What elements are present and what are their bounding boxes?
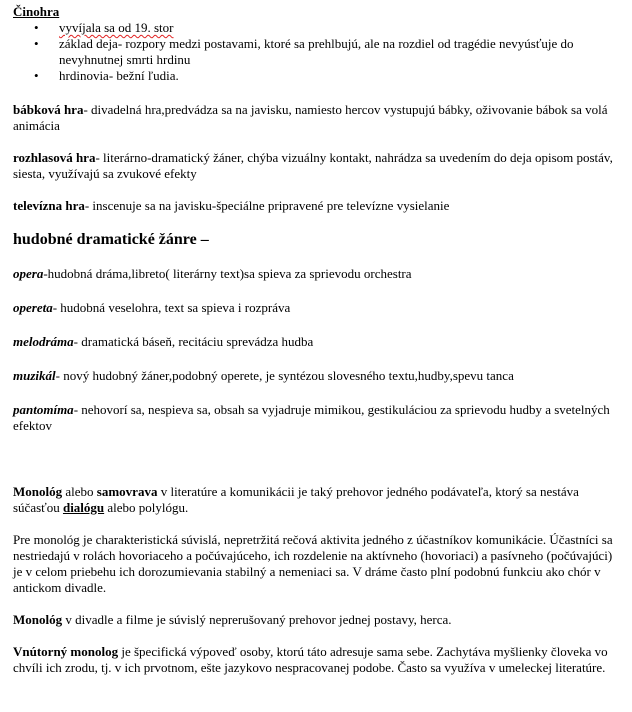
paragraph-opera: opera-hudobná dráma,libreto( literárny text)sa spieva za sprievodu orchestra (13, 266, 412, 281)
list-item: • hrdinovia- bežní ľudia. (59, 68, 614, 84)
list-item: • vyvíjala sa od 19. stor (59, 20, 614, 36)
list-item: • základ deja- rozpory medzi postavami, ktoré sa prehlbujú, ale na rozdiel od tragédie nevyúsťuje do nevyhnutnej smrti hrdinu (59, 36, 614, 68)
paragraph-opereta: opereta- hudobná veselohra, text sa spieva i rozpráva (13, 300, 291, 315)
cinohra-list (13, 20, 614, 84)
paragraph-monolog-definition: Monológ alebo samovrava v literatúre a komunikácii je taký prehovor jedného podávateľa, ktorý sa nestáva súčasťou dialógu alebo polylógu. (13, 484, 579, 515)
section-title: Činohra (13, 4, 60, 19)
heading-hudobne: hudobné dramatické žánre – (13, 231, 209, 248)
paragraph-monolog-characteristics: Pre monológ je charakteristická súvislá, nepretržitá rečová aktivita jedného z účastníkov komunikácie. Účastníci sa nestriedajú v rolách hovoriaceho a počúvajúceho, ich rozdelenie na aktívneho (hovoriaci) a pasívneho (počúvajúci) je v celom priebehu ich dorozumievania stabilný a nemeniaci sa. V dráme často plní podobnú funkciu ako chór v antickom divadle. (13, 532, 613, 595)
paragraph-muzikal: muzikál- nový hudobný žáner,podobný operete, je syntézou slovesného textu,hudby,spevu tanca (13, 368, 514, 383)
paragraph-televizna: televízna hra- inscenuje sa na javisku-špeciálne pripravené pre televízne vysielanie (13, 198, 450, 213)
paragraph-rozhlasova: rozhlasová hra- literárno-dramatický žáner, chýba vizuálny kontakt, nahrádza sa uvedením do deja opisom postáv, siesta, využívajú sa zvukové efekty (13, 150, 613, 181)
paragraph-monolog-divadlo: Monológ v divadle a filme je súvislý neprerušovaný prehovor jednej postavy, herca. (13, 612, 452, 627)
paragraph-pantomima: pantomíma- nehovorí sa, nespieva sa, obsah sa vyjadruje mimikou, gestikuláciou za sprievodu hudby a svetelných efektov (13, 402, 610, 433)
paragraph-vnutorny-monolog: Vnútorný monolog je špecifická výpoveď osoby, ktorú táto adresuje sama sebe. Zachytáva myšlienky človeka vo chvíli ich zrodu, tj. v ich prvotnom, ešte jazykovo nespracovanej podobe. Často sa využíva v umeleckej literatúre. (13, 644, 608, 675)
paragraph-melodrama: melodráma- dramatická báseň, recitáciu sprevádza hudba (13, 334, 314, 349)
paragraph-babkova: bábková hra- divadelná hra,predvádza sa na javisku, namiesto hercov vystupujú bábky, oživovanie bábok sa volá animácia (13, 102, 608, 133)
